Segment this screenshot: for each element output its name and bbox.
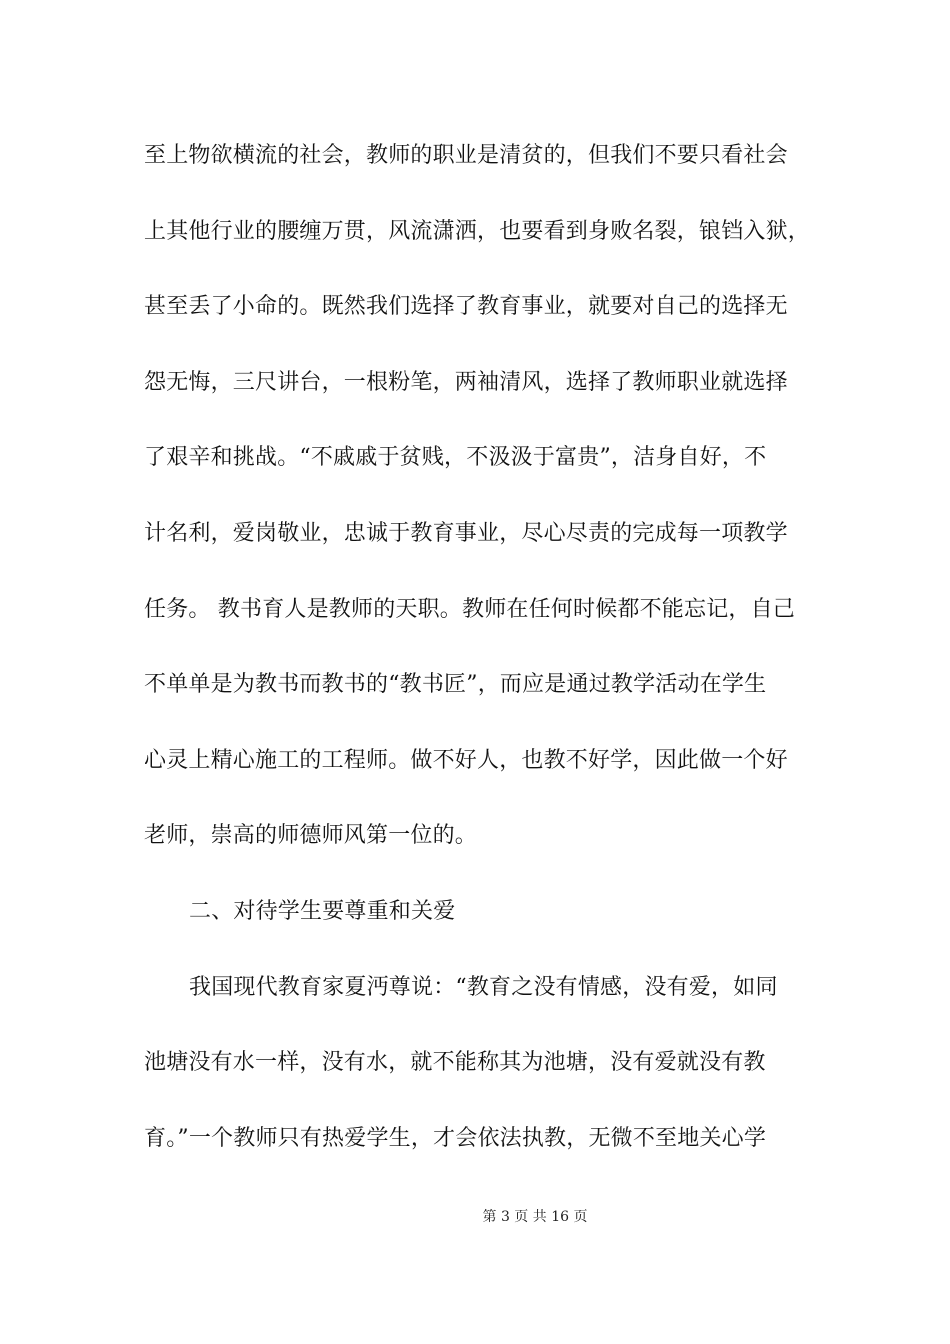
body-text	[144, 132, 824, 1190]
text-line: 老师，崇高的师德师风第一位的。	[144, 823, 478, 849]
text-line: 心灵上精心施工的工程师。做不好人，也教不好学，因此做一个好	[144, 747, 788, 773]
text-line: 育。”一个教师只有热爱学生，才会依法执教，无微不至地关心学	[144, 1125, 767, 1151]
page-footer	[0, 1207, 950, 1227]
text-line: 计名利，爱岗敬业，忠诚于教育事业，尽心尽责的完成每一项教学	[144, 520, 788, 546]
text-line: 我国现代教育家夏沔尊说：“教育之没有情感，没有爱，如同	[189, 974, 778, 1000]
text-line: 上其他行业的腰缠万贯，风流潇洒，也要看到身败名裂，锒铛入狱，	[144, 218, 811, 244]
text-line: 了艰辛和挑战。“不戚戚于贫贱，不汲汲于富贵”，洁身自好，不	[144, 445, 767, 471]
text-line: 怨无悔，三尺讲台，一根粉笔，两袖清风，选择了教师职业就选择	[144, 369, 788, 395]
text-line: 任务。 教书育人是教师的天职。教师在任何时候都不能忘记，自己	[144, 596, 795, 622]
text-line: 甚至丢了小命的。既然我们选择了教育事业，就要对自己的选择无	[144, 294, 788, 320]
section-heading: 二、对待学生要尊重和关爱	[189, 898, 456, 924]
page-number: 第 3 页 共 16 页	[482, 1209, 588, 1225]
text-line: 池塘没有水一样，没有水，就不能称其为池塘，没有爱就没有教	[144, 1050, 766, 1076]
text-line: 至上物欲横流的社会，教师的职业是清贫的，但我们不要只看社会	[144, 143, 788, 168]
text-line: 不单单是为教书而教书的“教书匠”，而应是通过教学活动在学生	[144, 672, 767, 698]
